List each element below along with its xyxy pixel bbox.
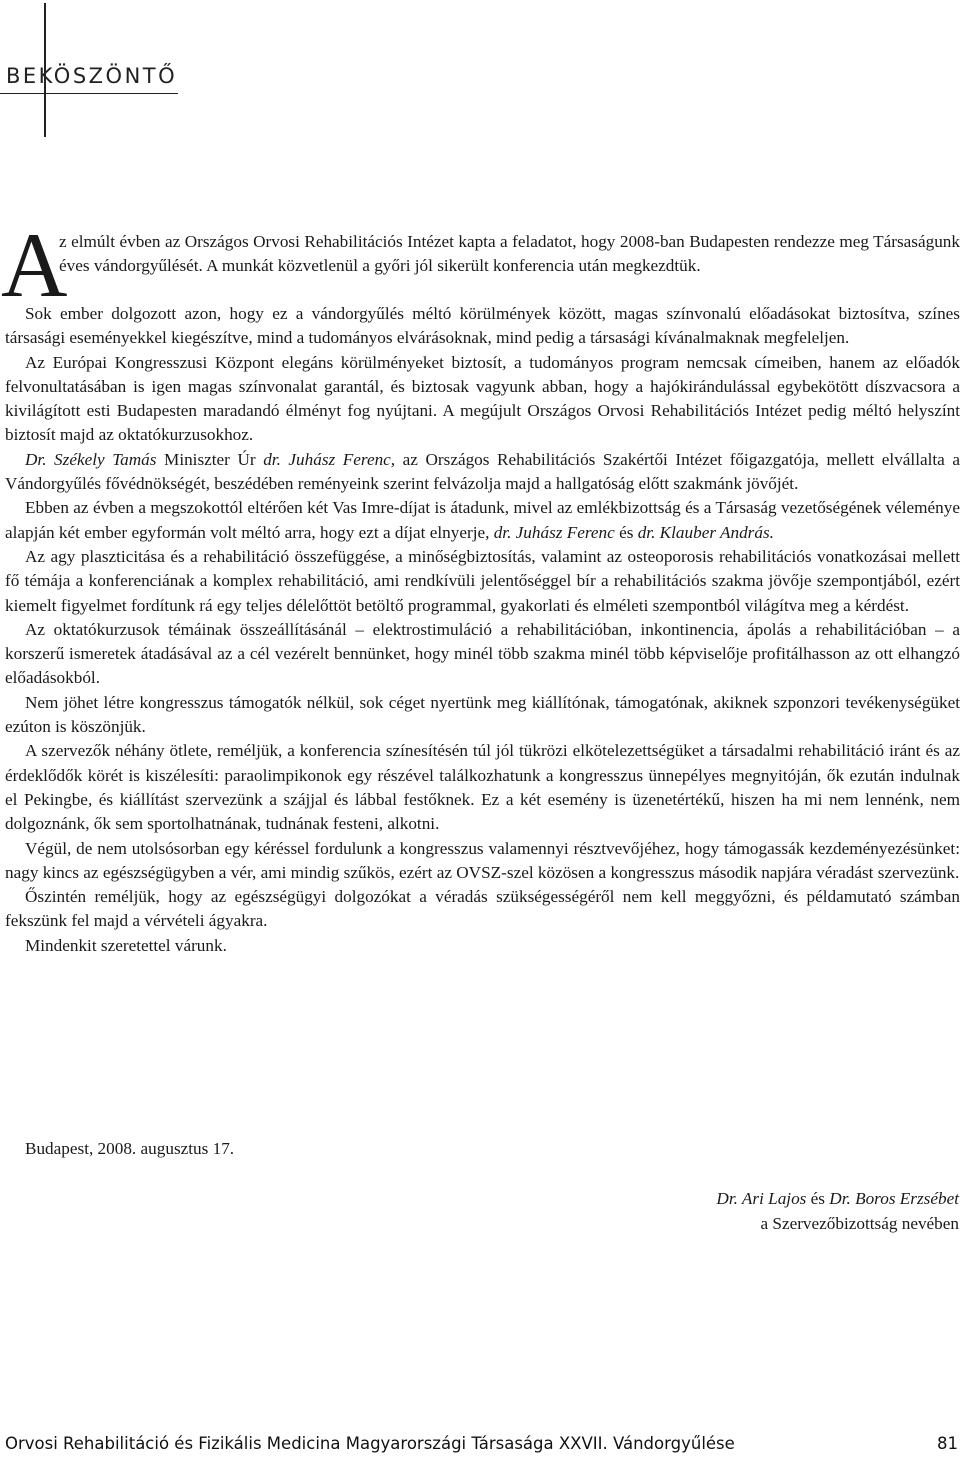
article-body <box>1 214 960 958</box>
paragraph-5: Ebben az évben a megszokottól eltérően két Vas Imre-díjat is átadunk, mivel az emlékbizottság és a Társaság vezetőségének véleménye alapján két ember egyformán volt méltó arra, hogy ezt a díjat elnyerje, dr. Juhász Ferenc és dr. Klauber András. <box>5 498 960 542</box>
paragraph-6: Az agy plaszticitása és a rehabilitáció összefüggése, a minőségbiztosítás, valamint az osteoporosis rehabilitációs vonatkozásai mellett fő témája a konferenciának a komplex rehabilitáció, ami rendkívüli jelentőséggel bír a rehabilitációs szakma jövője szempontjából, ezért kiemelt figyelmet fordítunk rá egy teljes délelőttöt betöltő programmal, gyakorlati és elméleti szempontból világítva meg a kérdést. <box>5 546 960 615</box>
signature-role: a Szervezőbizottság nevében <box>760 1214 959 1233</box>
person-name: dr. Juhász Ferenc <box>493 522 615 542</box>
place-and-date: Budapest, 2008. augusztus 17. <box>25 1139 235 1158</box>
paragraph-7: Az oktatókurzusok témáinak összeállításánál – elektrostimuláció a rehabilitációban, inkontinencia, ápolás a rehabilitációban – a korszerű ismeretek átadásával az a cél vezérelt bennünket, hogy minél több szakma minél több képviselője profitálhasson az ott elhangzó előadásokból. <box>5 619 960 688</box>
signature-names: Dr. Ari Lajos és Dr. Boros Erzsébet <box>716 1189 959 1208</box>
paragraph-9: A szervezők néhány ötlete, reméljük, a konferencia színesítésén túl jól tükrözi elkötelezettségüket a társadalmi rehabilitáció iránt és az érdeklődők körét is kiszélesíti: paraolimpikonok egy részével találkozhatunk a kongresszus ünnepélyes megnyitóján, ők ezután indulnak el Pekingbe, és kiállítást szervezünk a szájjal és lábbal festőknek. Ez a két esemény is üzenetértékű, hiszen ha mi nem lennénk, nem dolgoznánk, ők sem sportolhatnának, tudnának festeni, alkotni. <box>5 741 960 834</box>
person-name: Dr. Székely Tamás <box>25 449 157 469</box>
page-footer <box>5 1434 960 1453</box>
decorative-horizontal-rule <box>0 93 178 94</box>
paragraph-1-text: z elmúlt évben az Országos Orvosi Rehabilitációs Intézet kapta a feladatot, hogy 2008-ban Budapesten rendezze meg Társaságunk éves vándorgyűlését. A munkát közvetlenül a győri jól sikerült konferencia után megkezdtük. <box>59 232 960 276</box>
signature-block <box>716 1186 959 1236</box>
paragraph-4: Dr. Székely Tamás Miniszter Úr dr. Juhász Ferenc, az Országos Rehabilitációs Szakértői Intézet főigazgatója, mellett elvállalta a Vándorgyűlés fővédnökségét, beszédében reményeink szerint felvázolja majd a hallgatóság előtt szakmánk jövőjét. <box>5 449 960 494</box>
page-number: 81 <box>937 1434 958 1453</box>
paragraph-10: Végül, de nem utolsósorban egy kéréssel fordulunk a kongresszus valamennyi résztvevőjéhez, hogy támogassák kezdeményezésünket: nagy kincs az egészségügyben a vér, ami mindig szűkös, ezért az OVSZ-szel közösen a kongresszus második napjára véradást szervezünk. <box>5 838 960 882</box>
page-heading: BEKÖSZÖNTŐ <box>6 64 178 88</box>
person-name: dr. Juhász Ferenc, <box>263 449 396 469</box>
footer-title: Orvosi Rehabilitáció és Fizikális Medicina Magyarországi Társasága XXVII. Vándorgyűlése <box>5 1434 735 1453</box>
paragraph-11: Őszintén reméljük, hogy az egészségügyi dolgozókat a véradás szükségességéről nem kell meggyőzni, és példamutató számban fekszünk fel majd a vérvételi ágyakra. <box>5 887 960 931</box>
person-name: dr. Klauber András. <box>637 522 774 542</box>
drop-cap: A <box>1 214 68 316</box>
paragraph-8: Nem jöhet létre kongresszus támogatók nélkül, sok céget nyertünk meg kiállítónak, támogatónak, akiknek szponzori tevékenységüket ezúton is köszönjük. <box>5 692 960 737</box>
paragraph-1 <box>1 214 960 316</box>
paragraph-12: Mindenkit szeretettel várunk. <box>25 935 227 955</box>
paragraph-3: Az Európai Kongresszusi Központ elegáns körülményeket biztosít, a tudományos program nemcsak címeiben, hanem az előadók felvonultatásában is igen magas színvonalat garantál, és biztosak vagyunk abban, hogy a hajókirándulással egybekötött díszvacsora a kivilágított esti Budapesten maradandó élményt fog nyújtani. A megújult Országos Orvosi Rehabilitációs Intézet pedig méltó helyszínt biztosít majd az oktatókurzusokhoz. <box>5 352 960 445</box>
paragraph-2: Sok ember dolgozott azon, hogy ez a vándorgyűlés méltó körülmények között, magas színvonalú előadásokat biztosítva, színes társasági eseményekkel kiegészítve, mind a tudományos elvárásoknak, mind pedig a társasági kívánalmaknak megfeleljen. <box>5 304 960 348</box>
